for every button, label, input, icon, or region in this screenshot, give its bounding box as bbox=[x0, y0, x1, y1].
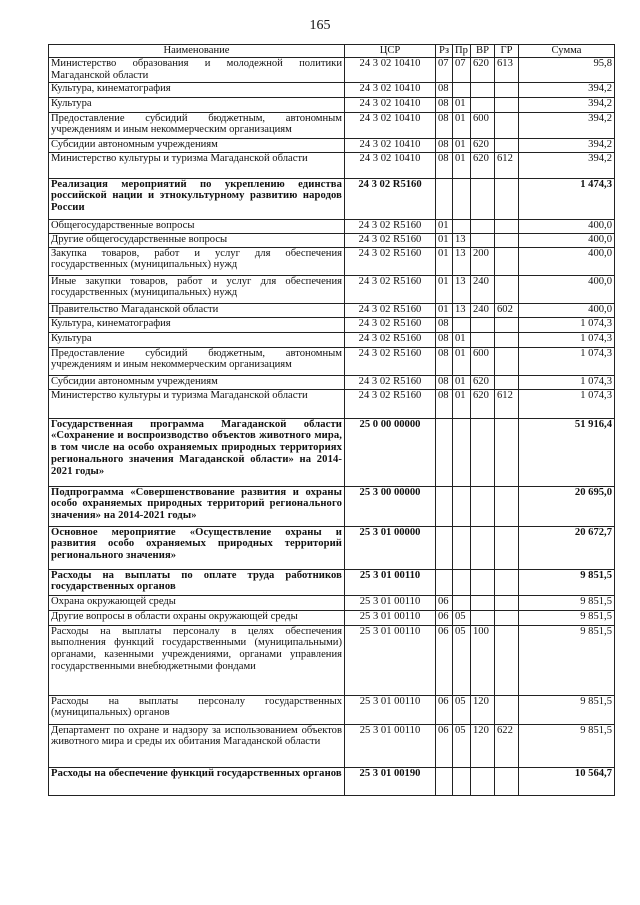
row-sum-cell: 394,2 bbox=[519, 152, 615, 178]
row-pr-cell: 13 bbox=[453, 303, 471, 317]
row-pr-cell bbox=[453, 317, 471, 332]
row-rz-cell bbox=[436, 418, 453, 486]
table-row bbox=[49, 595, 615, 610]
row-sum-cell: 9 851,5 bbox=[519, 625, 615, 695]
table-row bbox=[49, 303, 615, 317]
row-gr-cell: 613 bbox=[495, 58, 519, 83]
table-row bbox=[49, 112, 615, 138]
row-vr-cell: 600 bbox=[471, 347, 495, 375]
table-row bbox=[49, 58, 615, 83]
table-row bbox=[49, 724, 615, 767]
row-rz-cell: 08 bbox=[436, 152, 453, 178]
row-vr-cell bbox=[471, 486, 495, 526]
row-pr-cell bbox=[453, 526, 471, 569]
row-vr-cell bbox=[471, 178, 495, 219]
row-pr-cell: 01 bbox=[453, 112, 471, 138]
row-sum-cell: 20 672,7 bbox=[519, 526, 615, 569]
row-csr-cell: 25 3 01 00110 bbox=[345, 569, 436, 595]
row-gr-cell bbox=[495, 418, 519, 486]
table-row bbox=[49, 486, 615, 526]
row-gr-cell bbox=[495, 317, 519, 332]
row-gr-cell bbox=[495, 526, 519, 569]
row-name-cell: Культура bbox=[49, 332, 345, 347]
row-sum-cell: 95,8 bbox=[519, 58, 615, 83]
row-pr-cell: 01 bbox=[453, 347, 471, 375]
row-csr-cell: 24 3 02 10410 bbox=[345, 138, 436, 152]
row-csr-cell: 24 3 02 R5160 bbox=[345, 389, 436, 418]
row-sum-cell: 1 074,3 bbox=[519, 389, 615, 418]
table-row bbox=[49, 610, 615, 625]
row-vr-cell bbox=[471, 97, 495, 112]
row-pr-cell bbox=[453, 219, 471, 233]
row-rz-cell: 08 bbox=[436, 347, 453, 375]
row-sum-cell: 394,2 bbox=[519, 97, 615, 112]
row-sum-cell: 1 474,3 bbox=[519, 178, 615, 219]
row-gr-cell bbox=[495, 275, 519, 303]
row-pr-cell: 01 bbox=[453, 389, 471, 418]
row-vr-cell bbox=[471, 332, 495, 347]
row-sum-cell: 394,2 bbox=[519, 138, 615, 152]
row-pr-cell: 01 bbox=[453, 375, 471, 389]
row-name-cell: Иные закупки товаров, работ и услуг для обеспечения государственных (муниципальных) нужд bbox=[49, 275, 345, 303]
row-pr-cell bbox=[453, 595, 471, 610]
row-vr-cell bbox=[471, 610, 495, 625]
row-csr-cell: 24 3 02 10410 bbox=[345, 97, 436, 112]
row-vr-cell: 600 bbox=[471, 112, 495, 138]
row-name-cell: Субсидии автономным учреждениям bbox=[49, 138, 345, 152]
row-rz-cell: 06 bbox=[436, 695, 453, 724]
row-pr-cell: 01 bbox=[453, 138, 471, 152]
row-name-cell: Культура, кинематография bbox=[49, 82, 345, 97]
table-row bbox=[49, 82, 615, 97]
row-rz-cell: 08 bbox=[436, 332, 453, 347]
row-pr-cell: 01 bbox=[453, 97, 471, 112]
row-csr-cell: 25 3 00 00000 bbox=[345, 486, 436, 526]
row-gr-cell bbox=[495, 233, 519, 247]
row-gr-cell: 602 bbox=[495, 303, 519, 317]
row-csr-cell: 25 3 01 00190 bbox=[345, 767, 436, 795]
row-rz-cell: 08 bbox=[436, 389, 453, 418]
row-sum-cell: 9 851,5 bbox=[519, 569, 615, 595]
row-vr-cell: 620 bbox=[471, 389, 495, 418]
row-vr-cell bbox=[471, 595, 495, 610]
row-pr-cell: 05 bbox=[453, 695, 471, 724]
row-vr-cell: 620 bbox=[471, 138, 495, 152]
row-rz-cell: 08 bbox=[436, 317, 453, 332]
row-sum-cell: 1 074,3 bbox=[519, 332, 615, 347]
row-name-cell: Государственная программа Магаданской области «Сохранение и воспроизводство объектов животного мира, в том числе на особо охраняемых природных территориях регионального значения Магаданской области» на 2014-2021 годы» bbox=[49, 418, 345, 486]
row-rz-cell bbox=[436, 569, 453, 595]
row-pr-cell: 05 bbox=[453, 724, 471, 767]
row-gr-cell bbox=[495, 610, 519, 625]
row-pr-cell bbox=[453, 569, 471, 595]
row-name-cell: Министерство культуры и туризма Магаданской области bbox=[49, 389, 345, 418]
row-rz-cell: 08 bbox=[436, 82, 453, 97]
row-name-cell: Расходы на выплаты персоналу государственных (муниципальных) органов bbox=[49, 695, 345, 724]
row-rz-cell: 08 bbox=[436, 112, 453, 138]
table-row bbox=[49, 375, 615, 389]
table-row bbox=[49, 695, 615, 724]
header-name: Наименование bbox=[49, 45, 345, 58]
row-vr-cell bbox=[471, 767, 495, 795]
row-pr-cell: 13 bbox=[453, 233, 471, 247]
table-row bbox=[49, 526, 615, 569]
row-name-cell: Реализация мероприятий по укреплению единства российской нации и этнокультурному развитию народов России bbox=[49, 178, 345, 219]
row-gr-cell bbox=[495, 486, 519, 526]
table-row bbox=[49, 389, 615, 418]
row-sum-cell: 400,0 bbox=[519, 233, 615, 247]
row-sum-cell: 394,2 bbox=[519, 112, 615, 138]
budget-table-body bbox=[49, 58, 615, 796]
table-row bbox=[49, 219, 615, 233]
header-sum: Сумма bbox=[519, 45, 615, 58]
row-gr-cell: 612 bbox=[495, 152, 519, 178]
row-name-cell: Расходы на обеспечение функций государственных органов bbox=[49, 767, 345, 795]
table-row bbox=[49, 97, 615, 112]
row-pr-cell: 13 bbox=[453, 247, 471, 275]
row-pr-cell: 13 bbox=[453, 275, 471, 303]
row-pr-cell: 01 bbox=[453, 152, 471, 178]
row-pr-cell bbox=[453, 486, 471, 526]
row-rz-cell: 06 bbox=[436, 625, 453, 695]
table-row bbox=[49, 418, 615, 486]
row-gr-cell bbox=[495, 97, 519, 112]
table-row bbox=[49, 152, 615, 178]
row-csr-cell: 24 3 02 R5160 bbox=[345, 317, 436, 332]
row-vr-cell bbox=[471, 219, 495, 233]
row-gr-cell: 612 bbox=[495, 389, 519, 418]
row-pr-cell: 05 bbox=[453, 610, 471, 625]
row-rz-cell: 07 bbox=[436, 58, 453, 83]
header-vr: ВР bbox=[471, 45, 495, 58]
row-gr-cell bbox=[495, 347, 519, 375]
row-gr-cell bbox=[495, 112, 519, 138]
row-csr-cell: 24 3 02 R5160 bbox=[345, 233, 436, 247]
row-csr-cell: 25 0 00 00000 bbox=[345, 418, 436, 486]
table-row bbox=[49, 275, 615, 303]
row-vr-cell bbox=[471, 82, 495, 97]
row-vr-cell: 240 bbox=[471, 303, 495, 317]
row-gr-cell bbox=[495, 625, 519, 695]
row-sum-cell: 400,0 bbox=[519, 303, 615, 317]
row-name-cell: Подпрограмма «Совершенствование развития и охраны особо охраняемых природных территорий регионального значения» на 2014-2021 годы» bbox=[49, 486, 345, 526]
row-rz-cell: 01 bbox=[436, 233, 453, 247]
row-vr-cell: 620 bbox=[471, 375, 495, 389]
row-csr-cell: 24 3 02 R5160 bbox=[345, 219, 436, 233]
row-vr-cell: 120 bbox=[471, 695, 495, 724]
row-name-cell: Департамент по охране и надзору за использованием объектов животного мира и среды их обитания Магаданской области bbox=[49, 724, 345, 767]
row-gr-cell bbox=[495, 332, 519, 347]
row-name-cell: Основное мероприятие «Осуществление охраны и развития особо охраняемых природных территорий регионального значения» bbox=[49, 526, 345, 569]
row-csr-cell: 24 3 02 R5160 bbox=[345, 247, 436, 275]
row-gr-cell bbox=[495, 219, 519, 233]
row-pr-cell: 07 bbox=[453, 58, 471, 83]
budget-table bbox=[48, 44, 615, 796]
row-vr-cell: 200 bbox=[471, 247, 495, 275]
row-name-cell: Культура, кинематография bbox=[49, 317, 345, 332]
row-rz-cell bbox=[436, 486, 453, 526]
row-sum-cell: 9 851,5 bbox=[519, 610, 615, 625]
row-pr-cell: 01 bbox=[453, 332, 471, 347]
row-gr-cell bbox=[495, 375, 519, 389]
table-row bbox=[49, 233, 615, 247]
row-rz-cell: 06 bbox=[436, 595, 453, 610]
page-number: 165 bbox=[309, 18, 331, 33]
row-rz-cell: 01 bbox=[436, 247, 453, 275]
table-row bbox=[49, 332, 615, 347]
row-rz-cell: 01 bbox=[436, 275, 453, 303]
row-pr-cell bbox=[453, 82, 471, 97]
row-rz-cell: 06 bbox=[436, 610, 453, 625]
row-pr-cell bbox=[453, 767, 471, 795]
row-name-cell: Другие общегосударственные вопросы bbox=[49, 233, 345, 247]
row-vr-cell bbox=[471, 418, 495, 486]
row-name-cell: Субсидии автономным учреждениям bbox=[49, 375, 345, 389]
row-csr-cell: 24 3 02 10410 bbox=[345, 112, 436, 138]
row-gr-cell bbox=[495, 138, 519, 152]
row-gr-cell bbox=[495, 767, 519, 795]
row-csr-cell: 24 3 02 10410 bbox=[345, 82, 436, 97]
row-name-cell: Общегосударственные вопросы bbox=[49, 219, 345, 233]
row-name-cell: Правительство Магаданской области bbox=[49, 303, 345, 317]
row-vr-cell bbox=[471, 569, 495, 595]
table-row bbox=[49, 625, 615, 695]
row-gr-cell bbox=[495, 595, 519, 610]
row-sum-cell: 1 074,3 bbox=[519, 375, 615, 389]
row-gr-cell bbox=[495, 82, 519, 97]
row-rz-cell: 08 bbox=[436, 97, 453, 112]
row-pr-cell: 05 bbox=[453, 625, 471, 695]
row-name-cell: Охрана окружающей среды bbox=[49, 595, 345, 610]
row-name-cell: Расходы на выплаты по оплате труда работников государственных органов bbox=[49, 569, 345, 595]
row-sum-cell: 400,0 bbox=[519, 275, 615, 303]
row-csr-cell: 24 3 02 10410 bbox=[345, 58, 436, 83]
row-csr-cell: 25 3 01 00110 bbox=[345, 695, 436, 724]
row-name-cell: Предоставление субсидий бюджетным, автономным учреждениям и иным некоммерческим организациям bbox=[49, 112, 345, 138]
row-sum-cell: 400,0 bbox=[519, 219, 615, 233]
row-name-cell: Закупка товаров, работ и услуг для обеспечения государственных (муниципальных) нужд bbox=[49, 247, 345, 275]
row-rz-cell: 06 bbox=[436, 724, 453, 767]
row-vr-cell: 620 bbox=[471, 58, 495, 83]
row-gr-cell bbox=[495, 569, 519, 595]
row-gr-cell bbox=[495, 178, 519, 219]
row-vr-cell: 120 bbox=[471, 724, 495, 767]
row-rz-cell: 08 bbox=[436, 375, 453, 389]
row-rz-cell bbox=[436, 526, 453, 569]
row-rz-cell bbox=[436, 767, 453, 795]
row-gr-cell bbox=[495, 247, 519, 275]
table-row bbox=[49, 317, 615, 332]
row-csr-cell: 25 3 01 00110 bbox=[345, 595, 436, 610]
row-name-cell: Расходы на выплаты персоналу в целях обеспечения выполнения функций государственными (муниципальными) органами, казенными учреждениями, органами управления государственными внебюджетными фондами bbox=[49, 625, 345, 695]
header-pr: Пр bbox=[453, 45, 471, 58]
row-sum-cell: 1 074,3 bbox=[519, 317, 615, 332]
row-sum-cell: 400,0 bbox=[519, 247, 615, 275]
row-name-cell: Министерство образования и молодежной политики Магаданской области bbox=[49, 58, 345, 83]
row-pr-cell bbox=[453, 418, 471, 486]
row-vr-cell: 100 bbox=[471, 625, 495, 695]
header-rz: Рз bbox=[436, 45, 453, 58]
row-sum-cell: 9 851,5 bbox=[519, 695, 615, 724]
row-csr-cell: 25 3 01 00000 bbox=[345, 526, 436, 569]
row-vr-cell bbox=[471, 526, 495, 569]
row-rz-cell: 08 bbox=[436, 138, 453, 152]
header-csr: ЦСР bbox=[345, 45, 436, 58]
row-vr-cell: 620 bbox=[471, 152, 495, 178]
row-csr-cell: 24 3 02 R5160 bbox=[345, 303, 436, 317]
row-sum-cell: 9 851,5 bbox=[519, 595, 615, 610]
row-csr-cell: 24 3 02 R5160 bbox=[345, 178, 436, 219]
row-rz-cell bbox=[436, 178, 453, 219]
row-rz-cell: 01 bbox=[436, 303, 453, 317]
row-sum-cell: 10 564,7 bbox=[519, 767, 615, 795]
row-gr-cell: 622 bbox=[495, 724, 519, 767]
row-vr-cell bbox=[471, 317, 495, 332]
row-csr-cell: 24 3 02 R5160 bbox=[345, 375, 436, 389]
row-csr-cell: 24 3 02 R5160 bbox=[345, 347, 436, 375]
row-name-cell: Предоставление субсидий бюджетным, автономным учреждениям и иным некоммерческим организациям bbox=[49, 347, 345, 375]
table-row bbox=[49, 138, 615, 152]
table-row bbox=[49, 767, 615, 795]
table-row bbox=[49, 569, 615, 595]
row-csr-cell: 24 3 02 10410 bbox=[345, 152, 436, 178]
row-pr-cell bbox=[453, 178, 471, 219]
header-gr: ГР bbox=[495, 45, 519, 58]
row-sum-cell: 394,2 bbox=[519, 82, 615, 97]
row-csr-cell: 25 3 01 00110 bbox=[345, 610, 436, 625]
row-vr-cell bbox=[471, 233, 495, 247]
row-sum-cell: 1 074,3 bbox=[519, 347, 615, 375]
row-sum-cell: 51 916,4 bbox=[519, 418, 615, 486]
row-name-cell: Культура bbox=[49, 97, 345, 112]
row-name-cell: Министерство культуры и туризма Магаданской области bbox=[49, 152, 345, 178]
table-row bbox=[49, 347, 615, 375]
header-row bbox=[49, 45, 615, 58]
row-gr-cell bbox=[495, 695, 519, 724]
row-csr-cell: 25 3 01 00110 bbox=[345, 625, 436, 695]
row-csr-cell: 24 3 02 R5160 bbox=[345, 332, 436, 347]
table-row bbox=[49, 247, 615, 275]
row-name-cell: Другие вопросы в области охраны окружающей среды bbox=[49, 610, 345, 625]
row-csr-cell: 25 3 01 00110 bbox=[345, 724, 436, 767]
row-rz-cell: 01 bbox=[436, 219, 453, 233]
row-sum-cell: 9 851,5 bbox=[519, 724, 615, 767]
table-row bbox=[49, 178, 615, 219]
row-sum-cell: 20 695,0 bbox=[519, 486, 615, 526]
row-vr-cell: 240 bbox=[471, 275, 495, 303]
row-csr-cell: 24 3 02 R5160 bbox=[345, 275, 436, 303]
